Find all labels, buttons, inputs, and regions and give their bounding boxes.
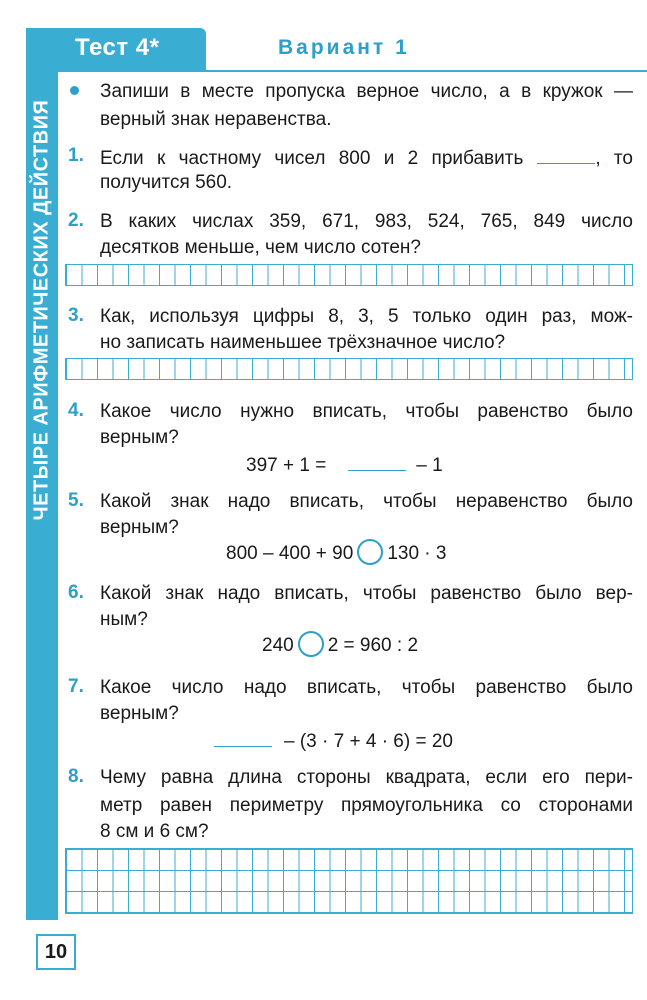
task-text: десятков меньше, чем число сотен? bbox=[100, 237, 421, 258]
intro-line: Запиши в месте пропуска верное число, а в кружок — bbox=[100, 81, 633, 102]
page-number: 10 bbox=[36, 934, 76, 970]
answer-blank[interactable] bbox=[348, 452, 406, 471]
task-text: , то bbox=[595, 148, 633, 169]
task-text: Какое число надо вписать, чтобы равенство было bbox=[100, 677, 633, 698]
equation-left: 397 + 1 = bbox=[246, 455, 327, 476]
task-text: 8 см и 6 см? bbox=[100, 821, 209, 842]
equation-left: 240 bbox=[262, 635, 294, 656]
task-number: 1. bbox=[68, 145, 84, 166]
task-text: Какой знак надо вписать, чтобы равенство было вер- bbox=[100, 583, 633, 604]
task-number: 3. bbox=[68, 305, 84, 326]
task-text: Какое число нужно вписать, чтобы равенство было bbox=[100, 401, 633, 422]
header-divider bbox=[206, 70, 647, 72]
answer-blank[interactable] bbox=[214, 728, 272, 747]
task-text: В каких числах 359, 671, 983, 524, 765, 849 число bbox=[100, 211, 633, 232]
equation-left: 800 – 400 + 90 bbox=[226, 543, 354, 564]
task-text: Чему равна длина стороны квадрата, если его пери- bbox=[100, 767, 633, 788]
task-text: метр равен периметру прямоугольника со сторонами bbox=[100, 795, 633, 816]
task-text: Какой знак надо вписать, чтобы неравенство было bbox=[100, 491, 633, 512]
task-text: верным? bbox=[100, 517, 179, 538]
equation-right: 2 = 960 : 2 bbox=[327, 635, 419, 656]
answer-grid[interactable] bbox=[65, 264, 633, 286]
test-title: Тест 4* bbox=[75, 34, 160, 61]
answer-blank[interactable] bbox=[537, 145, 595, 164]
task-text: верным? bbox=[100, 703, 179, 724]
task-number: 8. bbox=[68, 766, 84, 787]
side-label: ЧЕТЫРЕ АРИФМЕТИЧЕСКИХ ДЕЙСТВИЯ bbox=[30, 99, 53, 521]
answer-grid[interactable] bbox=[65, 848, 633, 914]
task-text: Если к частному чисел 800 и 2 прибавить bbox=[100, 148, 524, 169]
task-text: Как, используя цифры 8, 3, 5 только один раз, мож- bbox=[100, 306, 633, 327]
task-text: но записать наименьшее трёхзначное число? bbox=[100, 332, 506, 353]
task-text: ным? bbox=[100, 609, 148, 630]
answer-grid[interactable] bbox=[65, 358, 633, 380]
task-text: получится 560. bbox=[100, 172, 233, 193]
task-1-line bbox=[100, 145, 633, 171]
sign-circle[interactable] bbox=[298, 631, 324, 657]
inequality bbox=[226, 542, 446, 566]
equation-right: – (3 · 7 + 4 · 6) = 20 bbox=[284, 731, 453, 752]
equation-right: – 1 bbox=[416, 455, 443, 476]
bullet-icon bbox=[70, 86, 79, 95]
task-number: 4. bbox=[68, 400, 84, 421]
equation bbox=[246, 452, 443, 478]
task-number: 2. bbox=[68, 210, 84, 231]
variant-title: Вариант 1 bbox=[278, 36, 410, 59]
task-number: 6. bbox=[68, 582, 84, 603]
equation-right: 130 · 3 bbox=[387, 543, 447, 564]
equation bbox=[262, 634, 418, 658]
intro-line: верный знак неравенства. bbox=[100, 109, 332, 130]
task-text: верным? bbox=[100, 427, 179, 448]
equation bbox=[214, 728, 453, 754]
task-number: 7. bbox=[68, 676, 84, 697]
task-number: 5. bbox=[68, 490, 84, 511]
sign-circle[interactable] bbox=[357, 539, 383, 565]
